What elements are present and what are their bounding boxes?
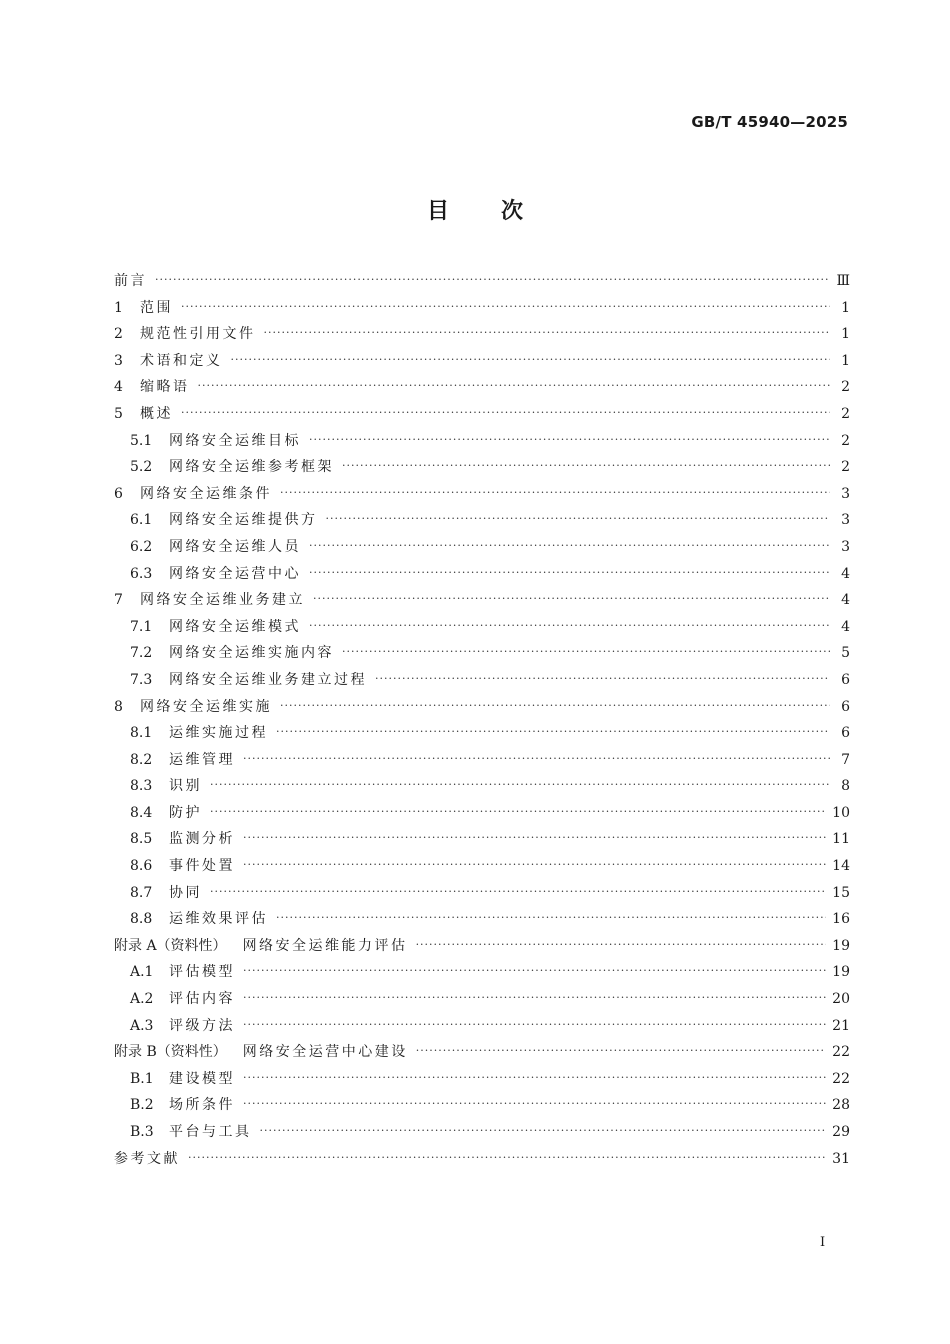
- toc-entry-title: 评估模型: [169, 964, 235, 981]
- toc-entry-title: 识别: [169, 778, 202, 795]
- toc-dot-leader: [264, 326, 831, 339]
- toc-entry[interactable]: [114, 988, 850, 1015]
- toc-entry[interactable]: [114, 722, 850, 749]
- toc-dot-leader: [243, 752, 830, 765]
- toc-entry[interactable]: [114, 1148, 850, 1175]
- toc-entry-page: 11: [832, 831, 850, 848]
- toc-entry-title: 运维效果评估: [169, 911, 268, 928]
- toc-entry-page: 6: [841, 725, 850, 742]
- toc-entry-page: 7: [841, 751, 850, 768]
- toc-entry-title: 平台与工具: [169, 1124, 252, 1140]
- toc-entry-number: 6.2: [130, 538, 153, 555]
- toc-entry-title: 网络安全运维提供方: [169, 512, 318, 529]
- toc-entry-title: 术语和定义: [140, 352, 223, 369]
- toc-dot-leader: [342, 459, 830, 472]
- toc-entry[interactable]: [114, 855, 850, 882]
- toc-entry-page: 2: [841, 405, 850, 422]
- toc-entry[interactable]: [114, 1068, 850, 1095]
- toc-entry-title: 场所条件: [169, 1097, 235, 1114]
- toc-entry-page: 4: [841, 618, 850, 635]
- toc-entry-number: 1: [114, 299, 123, 316]
- toc-dot-leader: [243, 991, 826, 1004]
- toc-entry-page: 19: [832, 964, 850, 981]
- toc-entry-title: 网络安全运营中心建设: [242, 1044, 408, 1061]
- toc-entry-number: A.1: [130, 964, 154, 981]
- toc-entry[interactable]: [114, 828, 850, 855]
- toc-entry-title: 网络安全运营中心: [169, 565, 301, 582]
- toc-entry-page: 4: [841, 592, 850, 609]
- toc-entry[interactable]: [114, 536, 850, 563]
- toc-entry-number: 8.2: [130, 751, 153, 768]
- toc-entry-number: 8.6: [130, 858, 153, 875]
- toc-dot-leader: [188, 1151, 826, 1164]
- toc-entry[interactable]: [114, 270, 850, 297]
- toc-dot-leader: [309, 566, 830, 579]
- toc-entry-title: 网络安全运维人员: [169, 538, 301, 555]
- toc-entry-title: 网络安全运维能力评估: [242, 937, 408, 954]
- toc-dot-leader: [181, 300, 830, 313]
- toc-entry[interactable]: [114, 1121, 850, 1148]
- page-title: 目次: [426, 199, 575, 224]
- toc-entry-page: 31: [832, 1150, 850, 1167]
- toc-entry-number: 8: [114, 698, 123, 715]
- toc-dot-leader: [243, 1071, 826, 1084]
- toc-dot-leader: [231, 353, 831, 366]
- toc-entry-page: 1: [841, 326, 850, 343]
- toc-entry-number: 7.1: [130, 618, 153, 635]
- toc-entry-title: 建设模型: [169, 1070, 235, 1087]
- toc-entry-number: 8.7: [130, 884, 153, 901]
- toc-dot-leader: [309, 539, 830, 552]
- toc-entry-number: 8.5: [130, 831, 153, 848]
- toc-entry-number: 7.2: [130, 645, 153, 662]
- toc-dot-leader: [309, 433, 830, 446]
- toc-entry[interactable]: [114, 376, 850, 403]
- toc-entry-number: 6.3: [130, 565, 153, 582]
- toc-entry[interactable]: [114, 430, 850, 457]
- toc-entry-number: 5.1: [130, 432, 153, 449]
- toc-entry[interactable]: [114, 802, 850, 829]
- toc-entry-title: 网络安全运维目标: [169, 432, 301, 449]
- page-number: I: [820, 1235, 826, 1250]
- toc-entry-page: 28: [832, 1097, 850, 1114]
- toc-entry-number: 附录 B（资料性）: [114, 1044, 227, 1061]
- toc-entry[interactable]: [114, 563, 850, 590]
- toc-entry-number: 6: [114, 485, 123, 502]
- toc-entry-number: B.2: [130, 1097, 154, 1114]
- toc-entry-title: 缩略语: [140, 379, 190, 396]
- toc-entry-page: 8: [841, 778, 850, 795]
- toc-entry-number: 8.8: [130, 911, 153, 928]
- toc-entry[interactable]: [114, 1094, 850, 1121]
- toc-entry-title: 网络安全运维业务建立过程: [169, 671, 367, 688]
- standard-code: GB/T 45940—2025: [691, 113, 848, 131]
- toc-entry-page: 2: [841, 432, 850, 449]
- toc-dot-leader: [155, 273, 830, 286]
- toc-entry[interactable]: [114, 616, 850, 643]
- toc-entry[interactable]: [114, 403, 850, 430]
- toc-entry-title: 概述: [140, 405, 173, 422]
- toc-entry-title: 参考文献: [114, 1150, 180, 1167]
- toc-entry[interactable]: [114, 483, 850, 510]
- toc-entry-number: 7: [114, 592, 123, 609]
- toc-entry-number: 5: [114, 405, 123, 422]
- toc-entry[interactable]: [114, 456, 850, 483]
- toc-entry-page: 16: [832, 911, 850, 928]
- toc-entry-title: 评估内容: [169, 991, 235, 1008]
- toc-entry-number: 附录 A（资料性）: [114, 937, 227, 954]
- toc-entry-number: 3: [114, 352, 123, 369]
- toc-entry-title: 事件处置: [169, 858, 235, 875]
- toc-entry[interactable]: [114, 882, 850, 909]
- toc-entry-page: 20: [832, 991, 850, 1008]
- toc-entry-page: 3: [841, 512, 850, 529]
- toc-dot-leader: [280, 486, 830, 499]
- toc-entry[interactable]: [114, 1041, 850, 1068]
- toc-entry-number: 8.1: [130, 725, 153, 742]
- table-of-contents: [114, 270, 850, 1174]
- toc-dot-leader: [416, 1044, 826, 1057]
- toc-dot-leader: [326, 512, 831, 525]
- toc-entry[interactable]: [114, 775, 850, 802]
- toc-dot-leader: [342, 645, 830, 658]
- toc-entry-page: 4: [841, 565, 850, 582]
- toc-entry-page: 15: [832, 884, 850, 901]
- toc-dot-leader: [210, 885, 826, 898]
- toc-entry-page: 14: [832, 858, 850, 875]
- toc-entry-number: A.2: [130, 991, 154, 1008]
- toc-dot-leader: [313, 592, 830, 605]
- toc-dot-leader: [243, 1097, 826, 1110]
- toc-entry-page: 2: [841, 459, 850, 476]
- toc-entry-page: 1: [841, 299, 850, 316]
- toc-entry[interactable]: [114, 696, 850, 723]
- toc-entry[interactable]: [114, 669, 850, 696]
- toc-entry[interactable]: [114, 961, 850, 988]
- toc-entry-title: 网络安全运维业务建立: [140, 592, 305, 609]
- toc-entry[interactable]: [114, 1015, 850, 1042]
- toc-dot-leader: [243, 1018, 826, 1031]
- toc-entry-title: 运维实施过程: [169, 725, 268, 742]
- toc-entry[interactable]: [114, 749, 850, 776]
- toc-entry-title: 运维管理: [169, 751, 235, 768]
- toc-entry-page: 3: [841, 538, 850, 555]
- toc-entry-page: 21: [832, 1017, 850, 1034]
- toc-dot-leader: [416, 938, 827, 951]
- toc-dot-leader: [276, 725, 830, 738]
- toc-entry-title: 网络安全运维条件: [140, 485, 272, 502]
- toc-dot-leader: [181, 406, 830, 419]
- toc-entry-title: 网络安全运维参考框架: [169, 459, 334, 476]
- toc-entry-number: 2: [114, 326, 123, 343]
- toc-entry-title: 范围: [140, 299, 173, 316]
- toc-entry-number: B.1: [130, 1070, 154, 1087]
- toc-entry-page: 22: [832, 1070, 850, 1087]
- toc-entry[interactable]: [114, 323, 850, 350]
- toc-entry-page: 19: [832, 937, 850, 954]
- toc-entry-title: 网络安全运维模式: [169, 618, 301, 635]
- toc-dot-leader: [198, 379, 831, 392]
- toc-dot-leader: [243, 964, 826, 977]
- toc-entry-number: 7.3: [130, 671, 153, 688]
- toc-entry[interactable]: [114, 350, 850, 377]
- toc-entry-title: 前言: [114, 273, 147, 289]
- toc-entry-number: B.3: [130, 1124, 154, 1140]
- toc-dot-leader: [210, 778, 830, 791]
- toc-entry-page: 22: [832, 1044, 850, 1061]
- toc-entry[interactable]: [114, 589, 850, 616]
- toc-entry-number: 6.1: [130, 512, 153, 529]
- toc-entry-page: 2: [841, 379, 850, 396]
- toc-entry-title: 协同: [169, 884, 202, 901]
- toc-entry-title: 防护: [169, 804, 202, 821]
- toc-entry-page: 10: [832, 804, 850, 821]
- toc-entry-title: 网络安全运维实施内容: [169, 645, 334, 662]
- toc-entry-number: 8.3: [130, 778, 153, 795]
- toc-dot-leader: [309, 619, 830, 632]
- toc-entry-page: 5: [841, 645, 850, 662]
- toc-entry-title: 网络安全运维实施: [140, 698, 272, 715]
- toc-dot-leader: [260, 1124, 827, 1137]
- toc-entry[interactable]: [114, 935, 850, 962]
- toc-dot-leader: [243, 831, 826, 844]
- toc-entry-title: 评级方法: [169, 1017, 235, 1034]
- toc-entry-page: 29: [832, 1124, 850, 1140]
- toc-entry-number: A.3: [130, 1017, 154, 1034]
- toc-entry[interactable]: [114, 642, 850, 669]
- toc-entry-number: 8.4: [130, 804, 153, 821]
- toc-entry-page: 6: [841, 671, 850, 688]
- toc-dot-leader: [375, 672, 830, 685]
- toc-entry[interactable]: [114, 908, 850, 935]
- toc-entry-number: 5.2: [130, 459, 153, 476]
- toc-dot-leader: [276, 911, 826, 924]
- toc-entry-page: Ⅲ: [836, 273, 850, 289]
- toc-dot-leader: [210, 805, 826, 818]
- toc-entry-number: 4: [114, 379, 123, 396]
- toc-entry-title: 规范性引用文件: [140, 326, 256, 343]
- toc-entry-page: 1: [841, 352, 850, 369]
- toc-entry-page: 6: [841, 698, 850, 715]
- toc-entry-title: 监测分析: [169, 831, 235, 848]
- toc-dot-leader: [243, 858, 826, 871]
- toc-entry[interactable]: [114, 297, 850, 324]
- toc-entry-page: 3: [841, 485, 850, 502]
- toc-dot-leader: [280, 699, 830, 712]
- toc-entry[interactable]: [114, 509, 850, 536]
